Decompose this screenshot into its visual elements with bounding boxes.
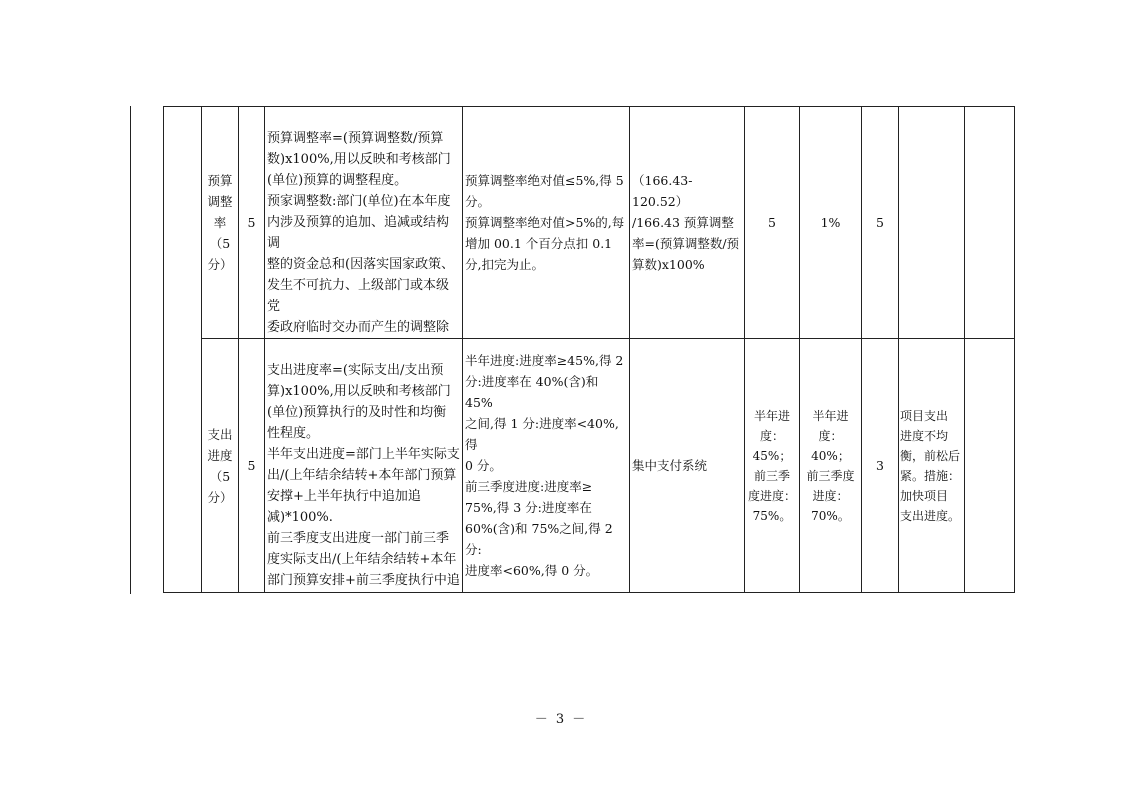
data-source-text: 集中支付系统: [632, 458, 708, 473]
column-divider: [163, 106, 164, 593]
target-value-cell: [745, 107, 799, 338]
scoring-standard-cell: [463, 107, 629, 338]
table-bottom-border: [163, 592, 1015, 593]
indicator-name: 预算 调整 率 （5 分）: [207, 173, 233, 272]
weight-value: 5: [247, 458, 256, 473]
column-divider: [130, 106, 131, 594]
page-number: － 3 －: [534, 712, 588, 727]
column-divider: [1014, 106, 1015, 593]
scoring-standard-cell: [463, 339, 629, 592]
weight-cell: [239, 107, 264, 338]
definition-cell: [265, 107, 462, 338]
reason-text: 项目支出 进度不均 衡，前松后 紧。措施： 加快项目 支出进度。: [900, 408, 961, 523]
weight-cell: [239, 339, 264, 592]
target-value: 5: [768, 215, 776, 230]
target-value: 半年进 度：45%； 前三季 度进度： 75%。: [747, 408, 796, 523]
data-source-text: （166.43-120.52） /166.43 预算调整 率=(预算调整数/预 算数)x100%: [632, 173, 740, 272]
definition-cell: [265, 339, 462, 592]
indicator-name: 支出 进度 （5 分）: [207, 426, 233, 505]
score-cell: [862, 107, 898, 338]
score-value: 3: [876, 458, 884, 473]
score-value: 5: [876, 215, 884, 230]
actual-value: 半年进 度：40%； 前三季度 进度： 70%。: [806, 408, 855, 523]
data-source-cell: [630, 339, 744, 592]
score-cell: [862, 339, 898, 592]
scoring-standard-text: 半年进度:进度率≥45%,得 2 分:进度率在 40%(含)和 45% 之间,得 1 分:进度率<40%,得 0 分。 前三季度进度:进度率≥ 75%,得 3 分:进度率在 60%(含)和 75%之间,得 2 分: 进度率<60%,得 0 分。: [465, 353, 624, 578]
scoring-standard-text: 预算调整率绝对值≤5%,得 5 分。 预算调整率绝对值>5%的,每 增加 00.1 个百分点扣 0.1 分,扣完为止。: [465, 173, 625, 272]
data-source-cell: [630, 107, 744, 338]
target-value-cell: [745, 339, 799, 592]
weight-value: 5: [247, 215, 256, 230]
definition-text: 支出进度率=(实际支出/支出预 算)x100%,用以反映和考核部门 (单位)预算执行的及时性和均衡 性程度。 半年支出进度=部门上半年实际支 出/(上年结余结转+本年部门预算 安撑+上半年执行中追加追 减)*100%. 前三季度支出进度一部门前三季 度实际支出/(上年结余结转+本年 部门预算安排+前三季度执行中追: [267, 363, 460, 588]
actual-value: 1%: [820, 215, 841, 230]
reason-cell: [899, 107, 964, 338]
reason-cell: [899, 339, 964, 592]
indicator-name-cell: [202, 339, 238, 592]
definition-text: 预算调整率=(预算调整数/预算 数)x100%,用以反映和考核部门 (单位)预算的调整程度。 预家调整数:部门(单位)在本年度 内涉及预算的追加、追减或结构调 整的资金总和(因落实国家政策、 发生不可抗力、上级部门或本级党 委政府临时交办而产生的调整除: [267, 131, 455, 335]
actual-value-cell: [800, 339, 861, 592]
column-divider: [964, 106, 965, 593]
actual-value-cell: [800, 107, 861, 338]
indicator-name-cell: [202, 107, 238, 338]
